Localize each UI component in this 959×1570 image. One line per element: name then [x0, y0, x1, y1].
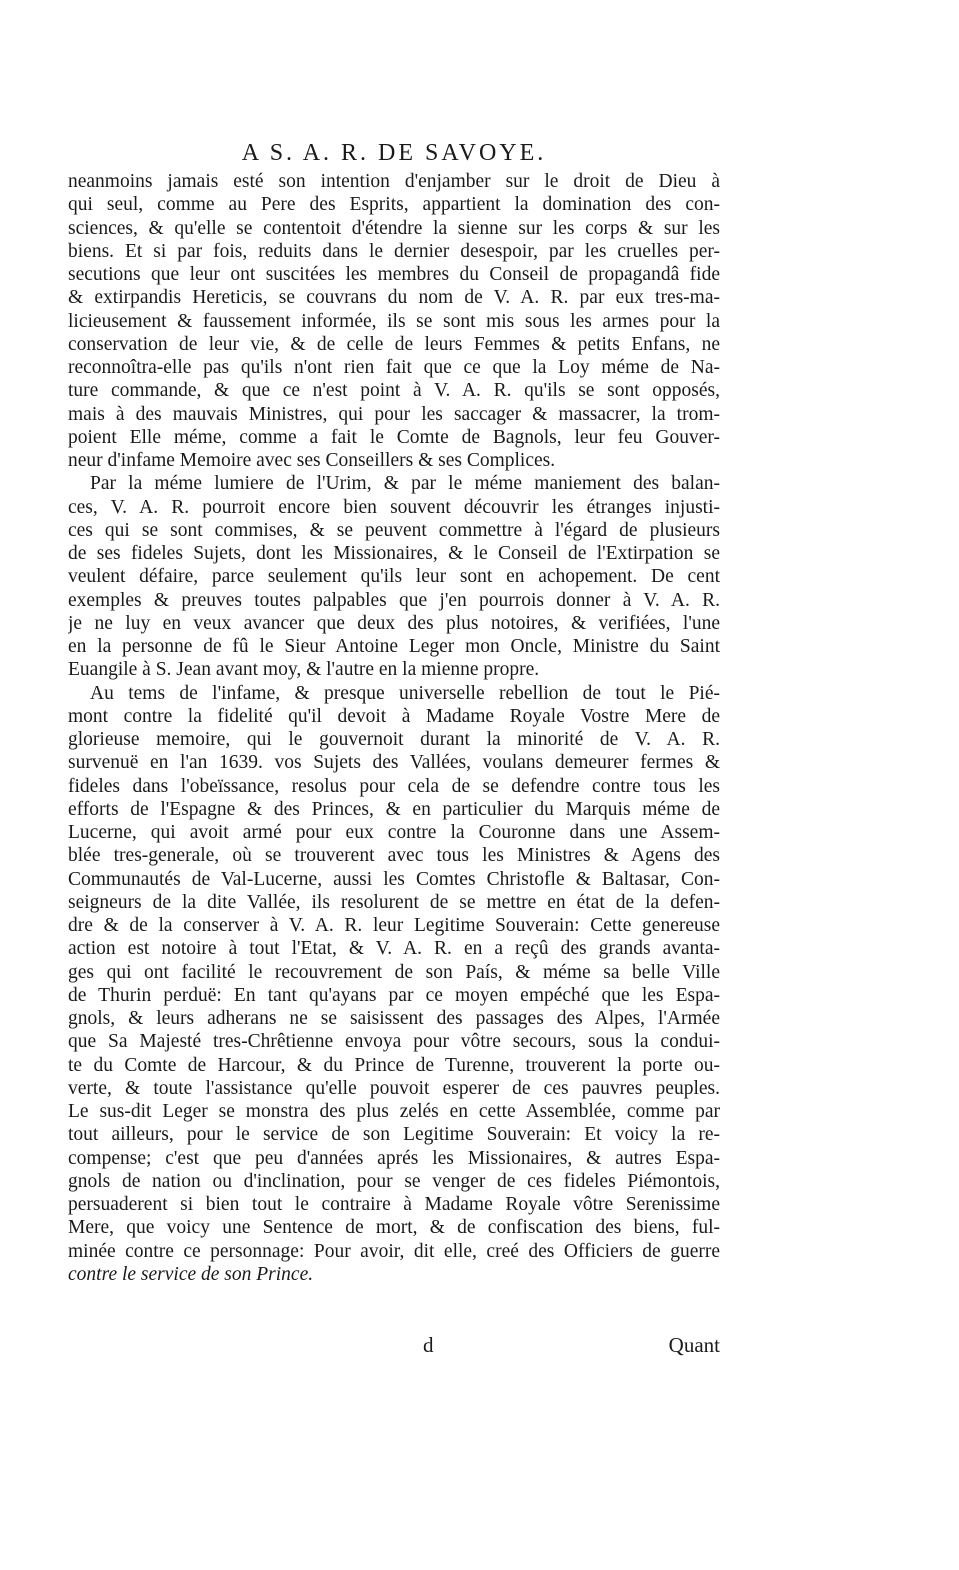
text-line: je ne luy en veux avancer que deux des plus notoires, & verifiées, l'une	[68, 612, 720, 634]
text-line: en la personne de fû le Sieur Antoine Leger mon Oncle, Ministre du Saint	[68, 636, 720, 657]
text-line: dre & de la conserver à V. A. R. leur Legitime Souverain: Cette genereuse	[68, 915, 720, 936]
text-line: Le sus-dit Leger se monstra des plus zelés en cette Assemblée, comme par	[68, 1101, 720, 1122]
text-line: efforts de l'Espagne & des Princes, & en particulier du Marquis méme de	[68, 798, 720, 820]
text-line: reconnoîtra-elle pas qu'ils n'ont rien fait que ce que la Loy méme de Na-	[68, 357, 720, 378]
text-line: neur d'infame Memoire avec ses Conseillers & ses Complices.	[68, 450, 556, 471]
text-line: veulent défaire, parce seulement qu'ils leur sont en achopement. De cent	[68, 566, 720, 588]
text-line: Par la méme lumiere de l'Urim, & par le méme maniement des balan-	[90, 473, 720, 495]
text-line: survenuë en l'an 1639. vos Sujets des Vallées, voulans demeurer fermes &	[68, 752, 720, 774]
text-line: compense; c'est que peu d'années aprés les Missionaires, & autres Espa-	[68, 1147, 720, 1169]
text-line: minée contre ce personnage: Pour avoir, dit elle, creé des Officiers de guerre	[68, 1240, 720, 1262]
text-line: biens. Et si par fois, reduits dans le dernier desespoir, par les cruelles per-	[68, 240, 720, 262]
page-footer	[68, 1330, 720, 1360]
text-line: neanmoins jamais esté son intention d'enjamber sur le droit de Dieu à	[68, 171, 720, 192]
text-line: exemples & preuves toutes palpables que j'en pourrois donner à V. A. R.	[68, 589, 720, 611]
text-line: blée tres-generale, où se trouverent avec tous les Ministres & Agens des	[68, 845, 720, 867]
text-line: secutions que leur ont suscitées les membres du Conseil de propagandâ fide	[68, 264, 720, 285]
text-line: verte, & toute l'assistance qu'elle pouvoit esperer de ces pauvres peuples.	[68, 1077, 720, 1099]
text-line: conservation de leur vie, & de celle de leurs Femmes & petits Enfans, ne	[68, 333, 720, 355]
text-line: que Sa Majesté tres-Chrêtienne envoya pour vôtre secours, sous la condui-	[68, 1031, 720, 1053]
text-line: qui seul, comme au Pere des Esprits, appartient la domination des con-	[68, 194, 720, 216]
text-line: mais à des mauvais Ministres, qui pour les saccager & massacrer, la trom-	[68, 403, 720, 425]
text-line: Communautés de Val-Lucerne, aussi les Comtes Christofle & Baltasar, Con-	[68, 868, 720, 890]
text-line: poient Elle méme, comme a fait le Comte de Bagnols, leur feu Gouver-	[68, 426, 720, 448]
body-text	[68, 170, 720, 1286]
text-line: de Thurin perduë: En tant qu'ayans par ce moyen empéché que les Espa-	[68, 984, 720, 1006]
text-line: action est notoire à tout l'Etat, & V. A. R. en a reçû des grands avanta-	[68, 938, 720, 960]
text-line: ges qui ont facilité le recouvrement de son País, & méme sa belle Ville	[68, 961, 720, 983]
text-line: licieusement & faussement informée, ils se sont mis sous les armes pour la	[68, 310, 720, 332]
text-line: de ses fideles Sujets, dont les Missionaires, & le Conseil de l'Extirpation se	[68, 543, 720, 564]
text-line: ces, V. A. R. pourroit encore bien souvent découvrir les étranges injusti-	[68, 496, 720, 518]
text-line: Lucerne, qui avoit armé pour eux contre la Couronne dans une Assem-	[68, 822, 720, 843]
text-line: ces qui se sont commises, & se peuvent commettre à l'égard de plusieurs	[68, 519, 720, 541]
text-line: contre le service de son Prince.	[68, 1263, 314, 1285]
text-line: fideles dans l'obeïssance, resolus pour cela de se defendre contre tous les	[68, 775, 720, 797]
text-line: tout ailleurs, pour le service de son Legitime Souverain: Et voicy la re-	[68, 1124, 720, 1146]
text-line: Mere, que voicy une Sentence de mort, & de confiscation des biens, ful-	[68, 1217, 720, 1239]
text-line: glorieuse memoire, qui le gouvernoit durant la minorité de V. A. R.	[68, 729, 720, 750]
text-line: gnols de nation ou d'inclination, pour se venger de ces fideles Piémontois,	[68, 1170, 720, 1192]
signature-mark: d	[423, 1333, 434, 1357]
text-line: gnols, & leurs adherans ne se saisissent des passages des Alpes, l'Armée	[68, 1008, 720, 1029]
text-line: mont contre la fidelité qu'il devoit à Madame Royale Vostre Mere de	[68, 705, 720, 727]
text-line: ture commande, & que ce n'est point à V. A. R. qu'ils se sont opposés,	[68, 380, 720, 402]
text-line: sciences, & qu'elle se contentoit d'étendre la sienne sur les corps & sur les	[68, 217, 720, 239]
text-line: te du Comte de Harcour, & du Prince de Turenne, trouverent la porte ou-	[68, 1054, 720, 1076]
text-line: Euangile à S. Jean avant moy, & l'autre en la mienne propre.	[68, 659, 540, 681]
running-head: A S. A. R. DE SAVOYE.	[241, 140, 547, 166]
text-line: Au tems de l'infame, & presque universelle rebellion de tout le Pié-	[90, 682, 720, 704]
catchword: Quant	[668, 1333, 720, 1357]
text-line: persuaderent si bien tout le contraire à Madame Royale vôtre Serenissime	[68, 1194, 720, 1215]
text-line: & extirpandis Hereticis, se couvrans du nom de V. A. R. par eux tres-ma-	[68, 287, 720, 309]
text-line: seigneurs de la dite Vallée, ils resolurent de se mettre en état de la defen-	[68, 891, 720, 913]
